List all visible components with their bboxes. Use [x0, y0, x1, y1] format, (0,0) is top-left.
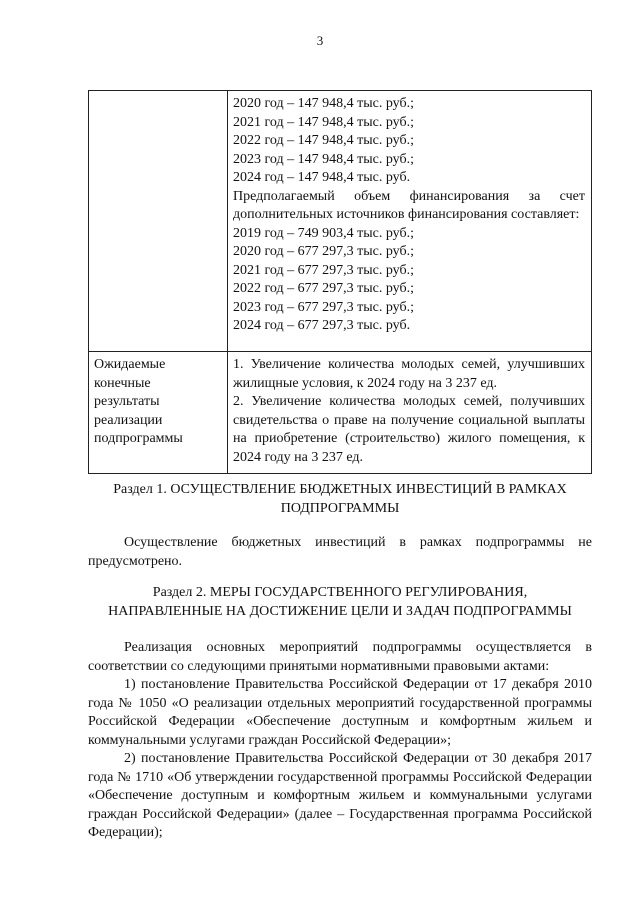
- result-item: 1. Увеличение количества молодых семей, улучшивших жилищные условия, к 2024 году на 3 237 ед.: [233, 357, 585, 391]
- table-row-expected-results: [89, 352, 592, 474]
- subprogram-passport-table: [88, 90, 592, 474]
- financing-cell: [228, 91, 592, 352]
- section2-intro: Реализация основных мероприятий подпрограммы осуществляется в соответствии со следующими принятыми нормативными правовыми актами:: [88, 640, 592, 674]
- section1-text: Осуществление бюджетных инвестиций в рамках подпрограммы не предусмотрено.: [88, 535, 592, 569]
- table-row-financing: [89, 91, 592, 352]
- section2-body: [88, 639, 592, 843]
- result-item: 2. Увеличение количества молодых семей, получивших свидетельства о праве на получение социальной выплаты на приобретение (строительство) жилого помещения, к 2024 году на 3 237 ед.: [233, 394, 585, 465]
- expected-results-label: [89, 352, 228, 474]
- section2-title-line: Раздел 2. МЕРЫ ГОСУДАРСТВЕННОГО РЕГУЛИРОВАНИЯ,: [152, 585, 528, 600]
- section1-title: [88, 481, 592, 518]
- label-line: результаты: [94, 394, 160, 409]
- financing-line: 2019 год – 749 903,4 тыс. руб.;: [233, 225, 414, 241]
- label-line: конечные: [94, 375, 151, 391]
- financing-line: 2020 год – 147 948,4 тыс. руб.;: [233, 96, 414, 111]
- section1-title-line: Раздел 1. ОСУЩЕСТВЛЕНИЕ БЮДЖЕТНЫХ ИНВЕСТИЦИЙ В РАМКАХ: [113, 482, 567, 497]
- label-line: Ожидаемые: [94, 357, 166, 372]
- expected-results-cell: [228, 352, 592, 474]
- financing-line: 2022 год – 677 297,3 тыс. руб.;: [233, 281, 414, 296]
- section1-title-line: ПОДПРОГРАММЫ: [280, 500, 400, 516]
- legal-act-item: 2) постановление Правительства Российской Федерации от 30 декабря 2017 года № 1710 «Об утверждении государственной программы Российской Федерации «Обеспечение доступным и комфортным жильем и коммунальными услугами граждан Российской Федерации» (далее – Государственная программа Российской Федерации);: [88, 751, 592, 840]
- section2-title: [88, 584, 592, 621]
- financing-line: 2020 год – 677 297,3 тыс. руб.;: [233, 244, 414, 259]
- financing-line: 2021 год – 677 297,3 тыс. руб.;: [233, 262, 414, 278]
- financing-line: 2023 год – 677 297,3 тыс. руб.;: [233, 299, 414, 315]
- table-cell-empty: [89, 91, 228, 352]
- label-line: реализации: [94, 412, 163, 428]
- financing-line: 2021 год – 147 948,4 тыс. руб.;: [233, 114, 414, 130]
- financing-line: 2022 год – 147 948,4 тыс. руб.;: [233, 133, 414, 148]
- financing-line: 2024 год – 677 297,3 тыс. руб.: [233, 318, 411, 333]
- label-line: подпрограммы: [94, 431, 183, 446]
- financing-note: Предполагаемый объем финансирования за счет дополнительных источников финансирования составляет:: [233, 188, 585, 222]
- financing-line: 2023 год – 147 948,4 тыс. руб.;: [233, 151, 414, 167]
- section2-title-line: НАПРАВЛЕННЫЕ НА ДОСТИЖЕНИЕ ЦЕЛИ И ЗАДАЧ ПОДПРОГРАММЫ: [108, 603, 572, 619]
- legal-act-item: 1) постановление Правительства Российской Федерации от 17 декабря 2010 года № 1050 «О реализации отдельных мероприятий государственной программы Российской Федерации «Обеспечение доступным и комфортным жильем и коммунальными услугами граждан Российской Федерации»;: [88, 677, 592, 748]
- financing-line: 2024 год – 147 948,4 тыс. руб.: [233, 170, 411, 185]
- page-number: 3: [316, 33, 324, 48]
